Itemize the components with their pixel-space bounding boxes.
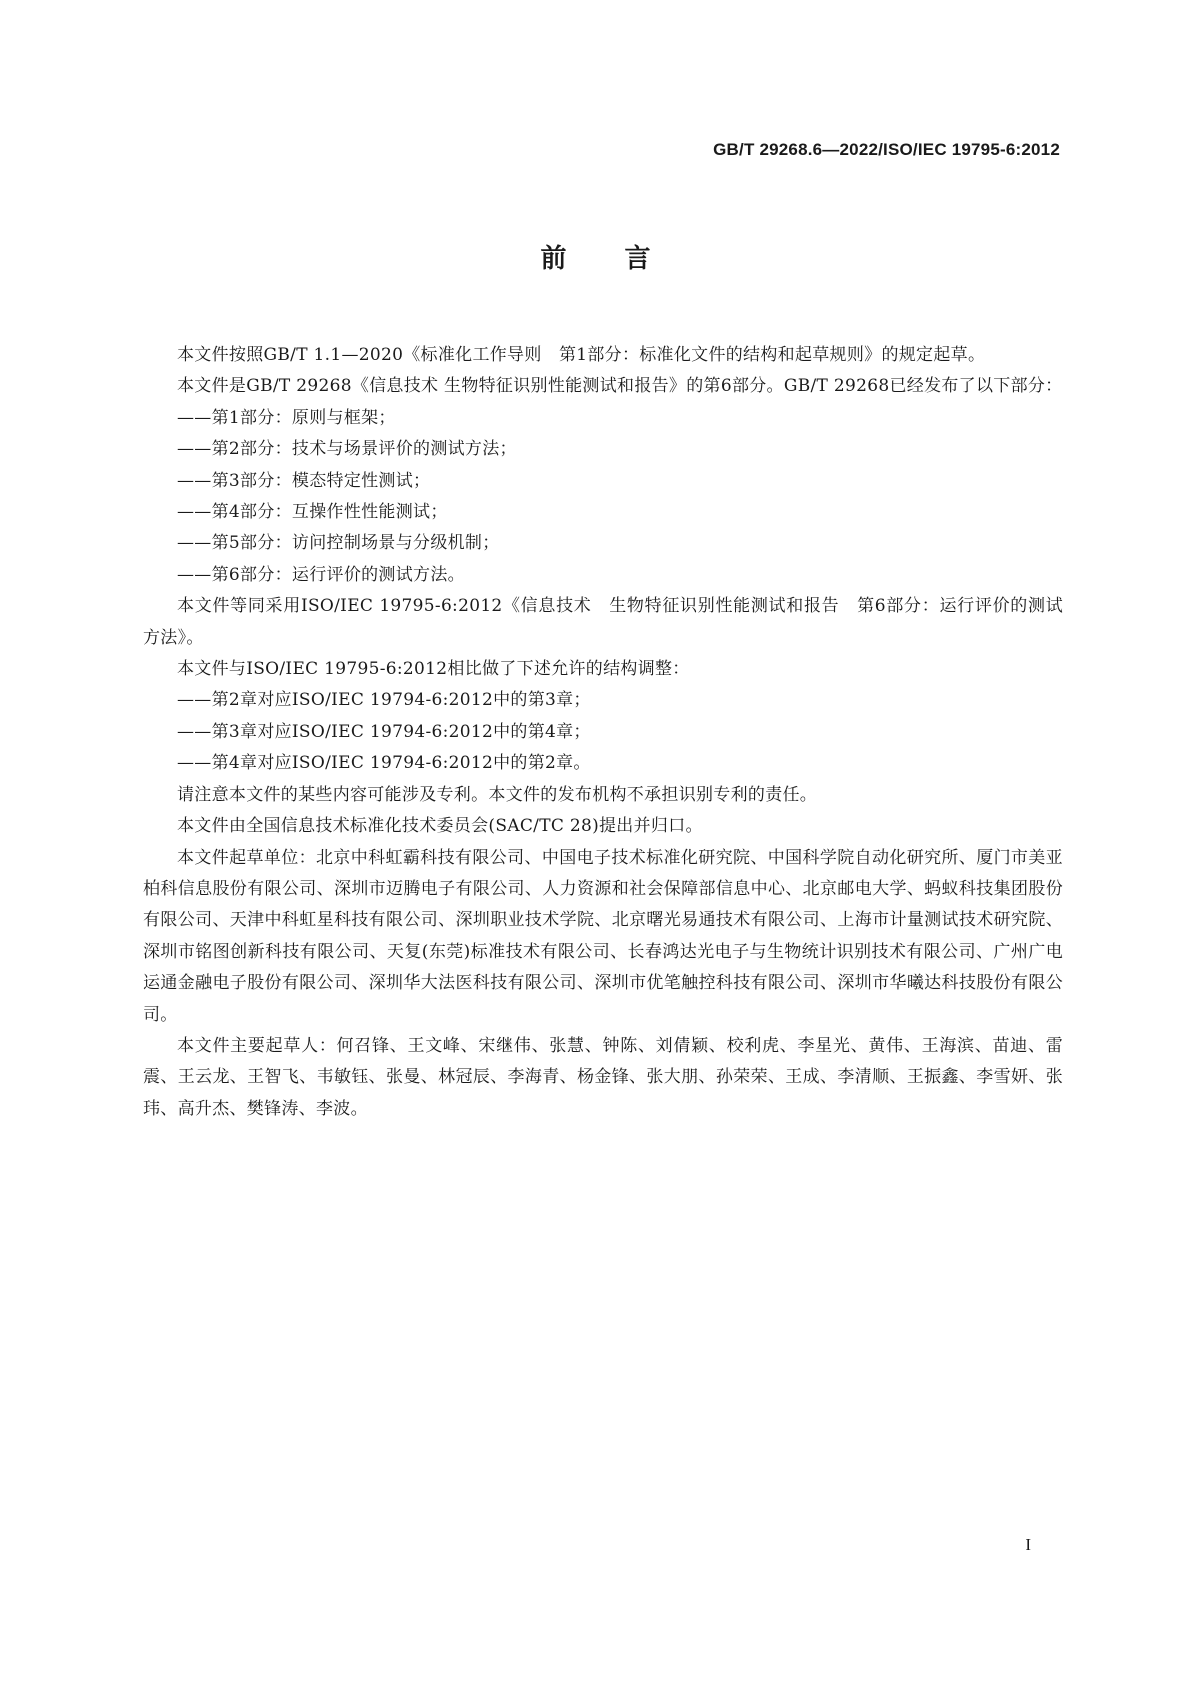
page-number: I (1025, 1535, 1031, 1554)
list-item-part-6: ——第6部分：运行评价的测试方法。 (177, 564, 465, 585)
page-title: 前言 (540, 244, 709, 274)
paragraph-drafters: 本文件主要起草人：何召锋、王文峰、宋继伟、张慧、钟陈、刘倩颖、校利虎、李星光、黄伟、王海滨、苗迪、雷震、王云龙、王智飞、韦敏钰、张曼、林冠辰、李海青、杨金锋、张大朋、孙荣荣、王成、李清顺、王振鑫、李雪妍、张玮、高升杰、樊锋涛、李波。 (143, 1035, 1063, 1119)
paragraph-patent-notice: 请注意本文件的某些内容可能涉及专利。本文件的发布机构不承担识别专利的责任。 (177, 784, 818, 805)
foreword-body (143, 340, 1063, 1125)
list-item-part-3: ——第3部分：模态特定性测试； (177, 470, 431, 491)
list-item-chapter-3: ——第3章对应ISO/IEC 19794-6:2012中的第4章； (177, 721, 591, 742)
paragraph-drafting-units: 本文件起草单位：北京中科虹霸科技有限公司、中国电子技术标准化研究院、中国科学院自动化研究所、厦门市美亚柏科信息股份有限公司、深圳市迈腾电子有限公司、人力资源和社会保障部信息中心、北京邮电大学、蚂蚁科技集团股份有限公司、天津中科虹星科技有限公司、深圳职业技术学院、北京曙光易通技术有限公司、上海市计量测试技术研究院、深圳市铭图创新科技有限公司、天复(东莞)标准技术有限公司、长春鸿达光电子与生物统计识别技术有限公司、广州广电运通金融电子股份有限公司、深圳华大法医科技有限公司、深圳市优笔触控科技有限公司、深圳市华曦达科技股份有限公司。 (143, 847, 1063, 1025)
list-item-part-5: ——第5部分：访问控制场景与分级机制； (177, 533, 500, 554)
paragraph-series-intro: 本文件是GB/T 29268《信息技术 生物特征识别性能测试和报告》的第6部分。GB/T 29268已经发布了以下部分： (177, 376, 1063, 397)
list-item-part-1: ——第1部分：原则与框架； (177, 407, 396, 428)
list-item-chapter-2: ——第2章对应ISO/IEC 19794-6:2012中的第3章； (177, 690, 591, 711)
paragraph-proposer: 本文件由全国信息技术标准化技术委员会(SAC/TC 28)提出并归口。 (177, 816, 703, 837)
list-item-part-2: ——第2部分：技术与场景评价的测试方法； (177, 439, 517, 460)
paragraph-structural-changes: 本文件与ISO/IEC 19795-6:2012相比做了下述允许的结构调整： (177, 659, 690, 680)
paragraph-drafting-rules: 本文件按照GB/T 1.1—2020《标准化工作导则 第1部分：标准化文件的结构和起草规则》的规定起草。 (177, 345, 986, 365)
paragraph-identical-adoption: 本文件等同采用ISO/IEC 19795-6:2012《信息技术 生物特征识别性能测试和报告 第6部分：运行评价的测试方法》。 (143, 596, 1063, 648)
standard-code-header: GB/T 29268.6—2022/ISO/IEC 19795-6:2012 (713, 140, 1060, 159)
list-item-part-4: ——第4部分：互操作性性能测试； (177, 502, 448, 523)
list-item-chapter-4: ——第4章对应ISO/IEC 19794-6:2012中的第2章。 (177, 753, 591, 774)
